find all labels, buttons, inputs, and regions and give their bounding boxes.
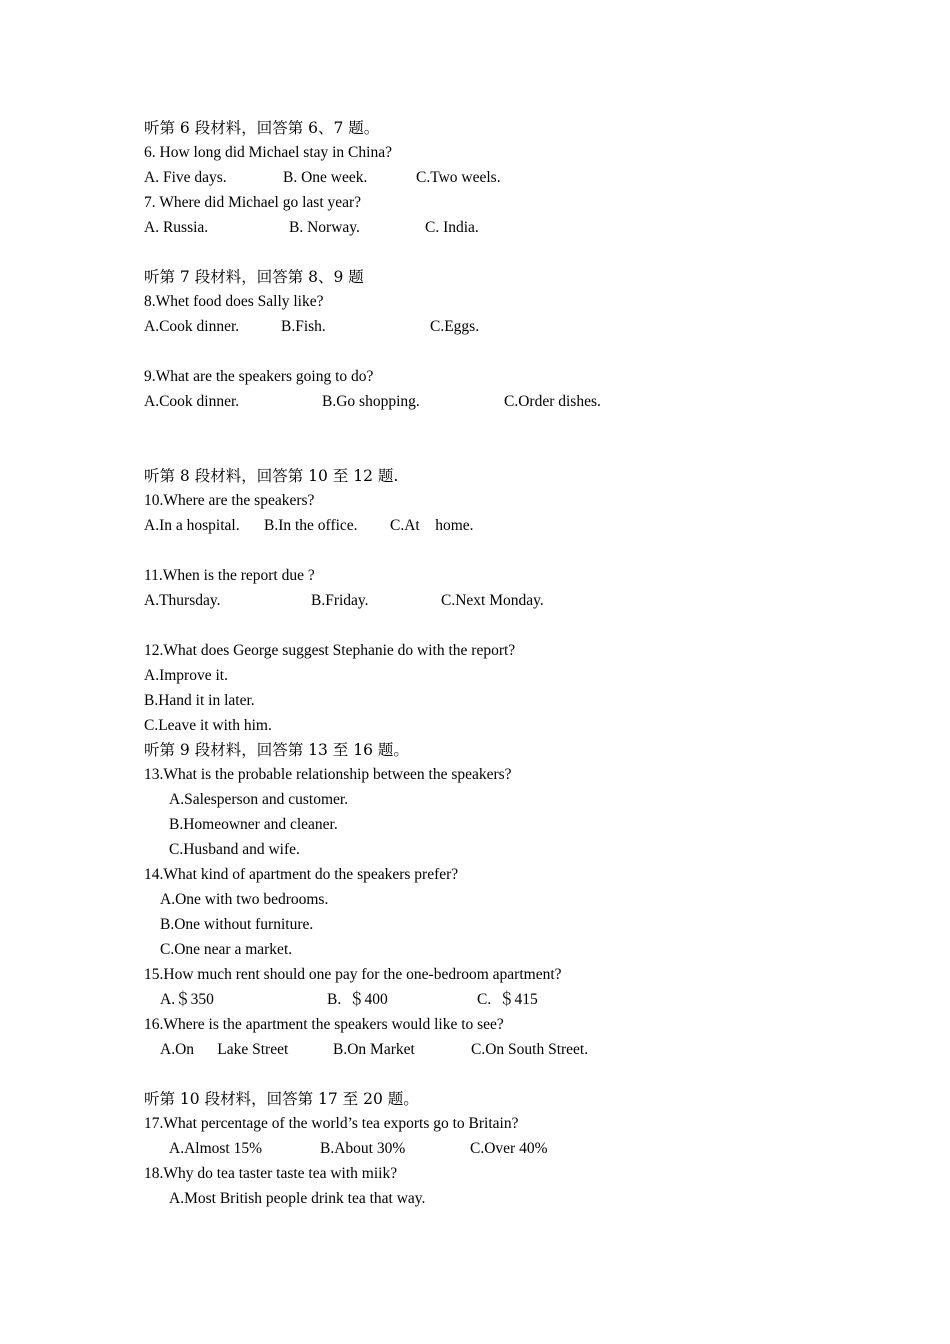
option-a: A.＄350 bbox=[160, 991, 214, 1008]
question-stem: 16.Where is the apartment the speakers would like to see? bbox=[144, 1016, 504, 1033]
question-stem: 15.How much rent should one pay for the one-bedroom apartment? bbox=[144, 966, 562, 983]
option-b: B.About 30% bbox=[320, 1140, 406, 1157]
option-a: A.One with two bedrooms. bbox=[160, 891, 329, 908]
section-header: 听第 8 段材料，回答第 10 至 12 题. bbox=[144, 467, 399, 485]
option-a: A. Russia. bbox=[144, 219, 209, 236]
question-stem: 11.When is the report due ? bbox=[144, 567, 315, 584]
option-c: C.Husband and wife. bbox=[169, 841, 300, 858]
option-b: B. One week. bbox=[283, 169, 368, 186]
question-stem: 12.What does George suggest Stephanie do with the report? bbox=[144, 642, 516, 659]
section-header: 听第 9 段材料，回答第 13 至 16 题。 bbox=[144, 741, 409, 759]
question-stem: 13.What is the probable relationship between the speakers? bbox=[144, 766, 512, 783]
option-a: A.Cook dinner. bbox=[144, 318, 240, 335]
question-stem: 10.Where are the speakers? bbox=[144, 492, 315, 509]
option-b: B.Hand it in later. bbox=[144, 692, 255, 709]
question-stem: 14.What kind of apartment do the speakers prefer? bbox=[144, 866, 459, 883]
option-c: C.Eggs. bbox=[430, 318, 480, 335]
option-a: A.Improve it. bbox=[144, 667, 228, 684]
option-a: A. Five days. bbox=[144, 169, 227, 186]
option-a: A.In a hospital. bbox=[144, 517, 240, 534]
option-b: B.On Market bbox=[333, 1041, 415, 1058]
option-a: A.Salesperson and customer. bbox=[169, 791, 349, 808]
option-b: B.Friday. bbox=[311, 592, 369, 609]
question-stem: 9.What are the speakers going to do? bbox=[144, 368, 374, 385]
option-c: C. ＄415 bbox=[477, 991, 538, 1008]
option-a: A.Almost 15% bbox=[169, 1140, 262, 1157]
option-b: B.Fish. bbox=[281, 318, 326, 335]
option-c: C.At home. bbox=[390, 517, 474, 534]
section-header: 听第 10 段材料，回答第 17 至 20 题。 bbox=[144, 1090, 419, 1108]
option-b: B. ＄400 bbox=[327, 991, 388, 1008]
option-c: C.Next Monday. bbox=[441, 592, 544, 609]
option-b: B.In the office. bbox=[264, 517, 358, 534]
section-header: 听第 7 段材料，回答第 8、9 题 bbox=[144, 268, 364, 286]
option-b: B.Homeowner and cleaner. bbox=[169, 816, 338, 833]
option-c: C.Two weels. bbox=[416, 169, 501, 186]
question-stem: 7. Where did Michael go last year? bbox=[144, 194, 362, 211]
option-b: B.One without furniture. bbox=[160, 916, 314, 933]
option-c: C.Over 40% bbox=[470, 1140, 548, 1157]
option-a: A.Cook dinner. bbox=[144, 393, 240, 410]
option-c: C.One near a market. bbox=[160, 941, 293, 958]
option-c: C.On South Street. bbox=[471, 1041, 589, 1058]
option-c: C.Leave it with him. bbox=[144, 717, 272, 734]
option-a: A.Thursday. bbox=[144, 592, 221, 609]
question-stem: 18.Why do tea taster taste tea with miik? bbox=[144, 1165, 398, 1182]
option-b: B. Norway. bbox=[289, 219, 360, 236]
section-header: 听第 6 段材料，回答第 6、7 题。 bbox=[144, 119, 380, 137]
option-a: A.Most British people drink tea that way. bbox=[169, 1190, 426, 1207]
option-c: C. India. bbox=[425, 219, 479, 236]
option-a: A.On Lake Street bbox=[160, 1041, 289, 1058]
question-stem: 17.What percentage of the world’s tea exports go to Britain? bbox=[144, 1115, 519, 1132]
option-b: B.Go shopping. bbox=[322, 393, 420, 410]
question-stem: 8.Whet food does Sally like? bbox=[144, 293, 324, 310]
question-stem: 6. How long did Michael stay in China? bbox=[144, 144, 392, 161]
option-c: C.Order dishes. bbox=[504, 393, 601, 410]
